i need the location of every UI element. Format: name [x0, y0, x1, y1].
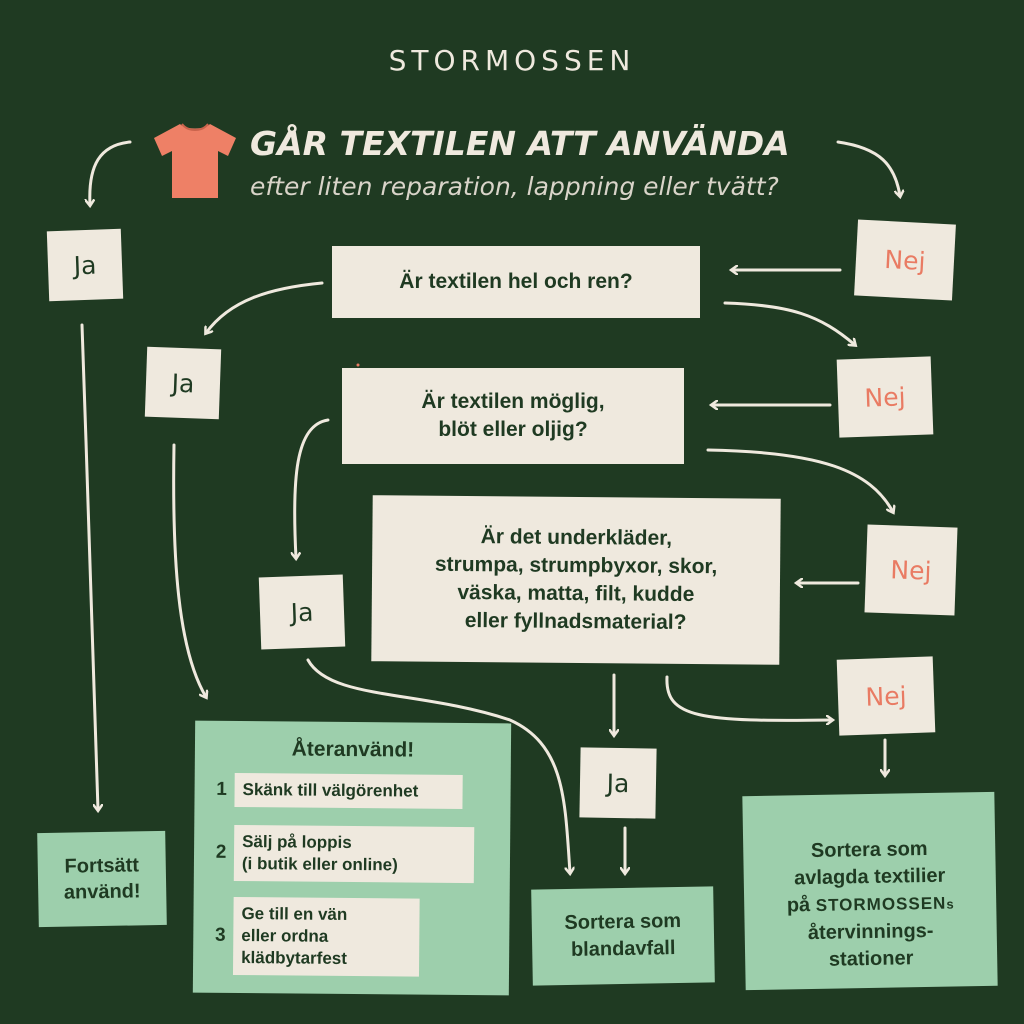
reuse-item-text: Sälj på loppis (i butik eller online)	[234, 825, 474, 883]
textile-prefix: Sortera som avlagda textilier på	[786, 837, 946, 916]
tshirt-icon	[152, 120, 238, 200]
reuse-title: Återanvänd!	[291, 737, 415, 762]
arrow-title-nej	[838, 142, 900, 196]
question-excluded-items: Är det underkläder, strumpa, strumpbyxor, skor, väska, matta, filt, kudde eller fyllnadsmaterial?	[371, 495, 780, 665]
answer-yes-3: Ja	[259, 575, 345, 650]
reuse-item	[207, 897, 420, 977]
arrow-ja-reuse	[174, 445, 206, 697]
answer-no-4: Nej	[837, 656, 936, 735]
page-title: GÅR TEXTILEN ATT ANVÄNDA	[250, 124, 790, 163]
outcome-reuse	[193, 721, 511, 996]
answer-no-2: Nej	[837, 356, 934, 437]
brand-logo: STORMOSSEN	[388, 44, 636, 77]
arrow-ja-keep	[82, 325, 98, 810]
answer-yes-2: Ja	[145, 347, 221, 420]
reuse-item	[208, 825, 474, 883]
outcome-textile-recycling	[742, 792, 997, 990]
reuse-item-number: 1	[216, 778, 227, 800]
outcome-mixed-waste: Sortera som blandavfall	[531, 886, 715, 985]
answer-no-1: Nej	[854, 219, 956, 300]
answer-no-3: Nej	[864, 524, 957, 615]
reuse-item-number: 2	[215, 841, 227, 863]
arrow-q2-ja	[295, 420, 328, 558]
textile-brand-suffix: s	[946, 896, 954, 912]
arrow-q3-nej	[667, 677, 832, 720]
page-subtitle: efter liten reparation, lappning eller tvätt?	[250, 172, 779, 201]
reuse-item	[208, 773, 462, 809]
reuse-item-text: Skänk till välgörenhet	[234, 773, 462, 809]
arrow-q1-nej	[725, 303, 855, 345]
outcome-keep-using: Fortsätt använd!	[37, 831, 167, 927]
arrow-title-ja	[90, 142, 130, 205]
textile-rest: återvinnings- stationer	[807, 919, 934, 971]
question-whole-clean: Är textilen hel och ren?	[332, 246, 700, 318]
arrow-q1-ja	[206, 283, 322, 333]
reuse-item-text: Ge till en vän eller ordna klädbytarfest	[233, 897, 420, 977]
textile-brand: STORMOSSEN	[815, 893, 947, 915]
answer-yes-1: Ja	[47, 229, 123, 302]
question-moldy: Är textilen möglig, blöt eller oljig?	[342, 368, 684, 464]
reuse-item-number: 3	[214, 924, 226, 946]
answer-yes-4: Ja	[579, 747, 656, 818]
